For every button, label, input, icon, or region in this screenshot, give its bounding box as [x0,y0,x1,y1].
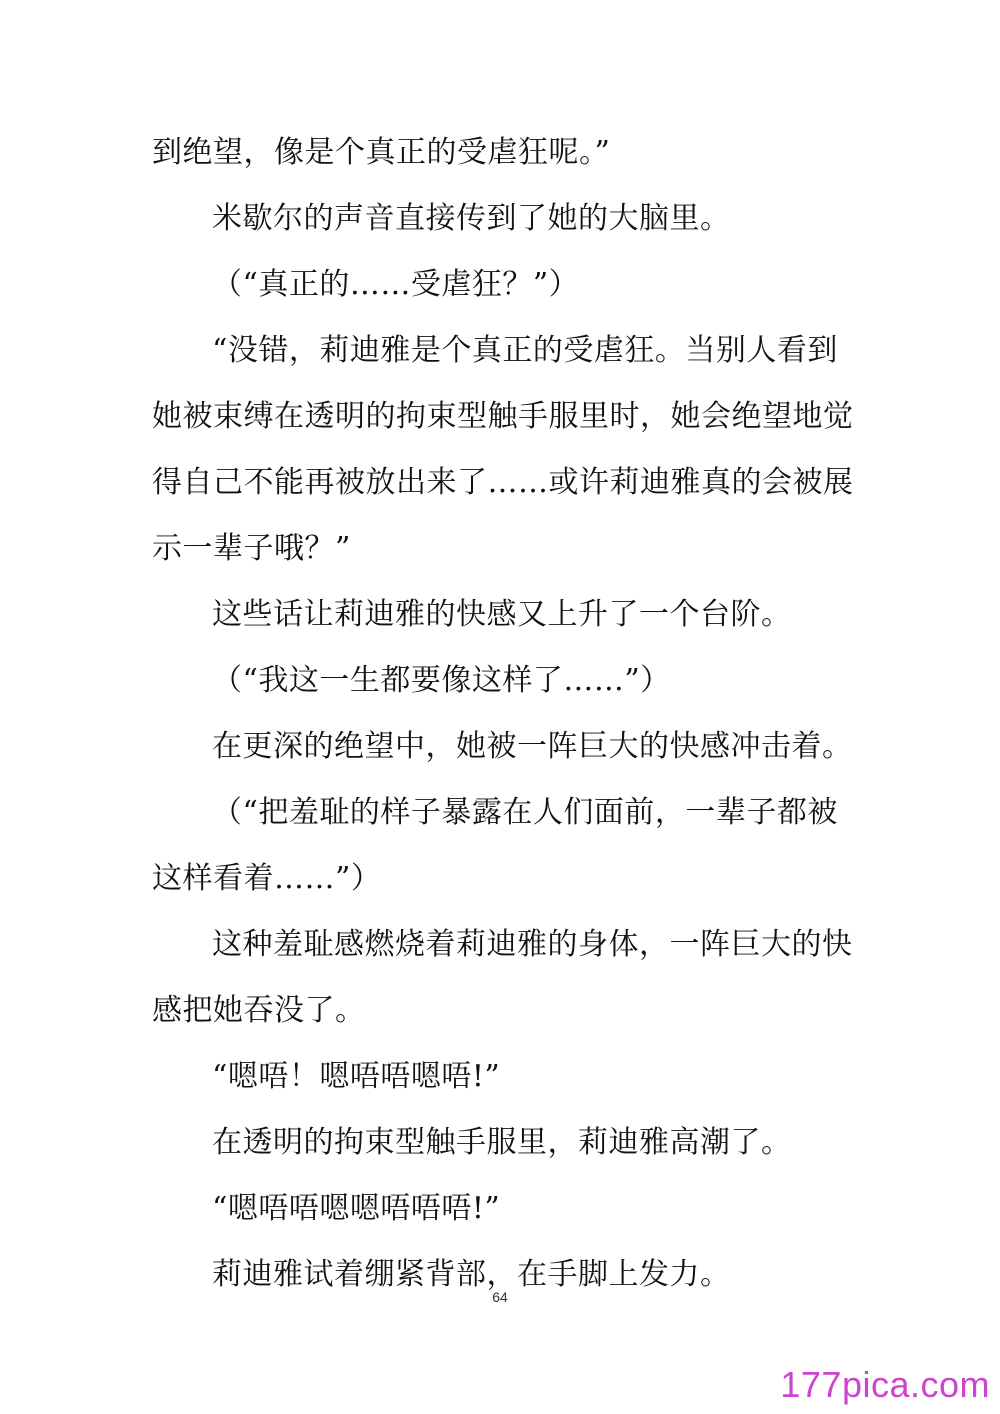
text-line-2: 米歇尔的声音直接传到了她的大脑里。 [212,201,731,236]
text-line-6: 得自己不能再被放出来了……或许莉迪雅真的会被展 [152,465,854,500]
text-line-13: 这种羞耻感燃烧着莉迪雅的身体，一阵巨大的快 [212,927,853,962]
text-line-5: 她被束缚在透明的拘束型触手服里时，她会绝望地觉 [152,399,854,434]
text-line-12: 这样看着……”） [152,861,382,896]
text-line-3: （“真正的……受虐狂？”） [212,267,580,302]
text-line-1: 到绝望，像是个真正的受虐狂呢。” [152,135,611,170]
watermark: 177pica.com [780,1364,990,1405]
text-line-14: 感把她吞没了。 [152,993,366,1028]
text-line-11: （“把羞耻的样子暴露在人们面前，一辈子都被 [212,795,838,830]
text-line-17: “嗯唔唔嗯嗯唔唔唔!” [212,1191,501,1226]
text-line-10: 在更深的绝望中，她被一阵巨大的快感冲击着。 [212,729,853,764]
text-line-8: 这些话让莉迪雅的快感又上升了一个台阶。 [212,597,792,632]
text-line-7: 示一辈子哦？” [152,531,351,566]
text-line-18: 莉迪雅试着绷紧背部，在手脚上发力。 [212,1257,731,1292]
page-number: 64 [492,1289,508,1305]
text-line-9: （“我这一生都要像这样了……”） [212,663,671,698]
text-line-15: “嗯唔！嗯唔唔嗯唔!” [212,1059,501,1094]
text-line-16: 在透明的拘束型触手服里，莉迪雅高潮了。 [212,1125,792,1160]
text-line-4: “没错，莉迪雅是个真正的受虐狂。当别人看到 [212,333,838,368]
